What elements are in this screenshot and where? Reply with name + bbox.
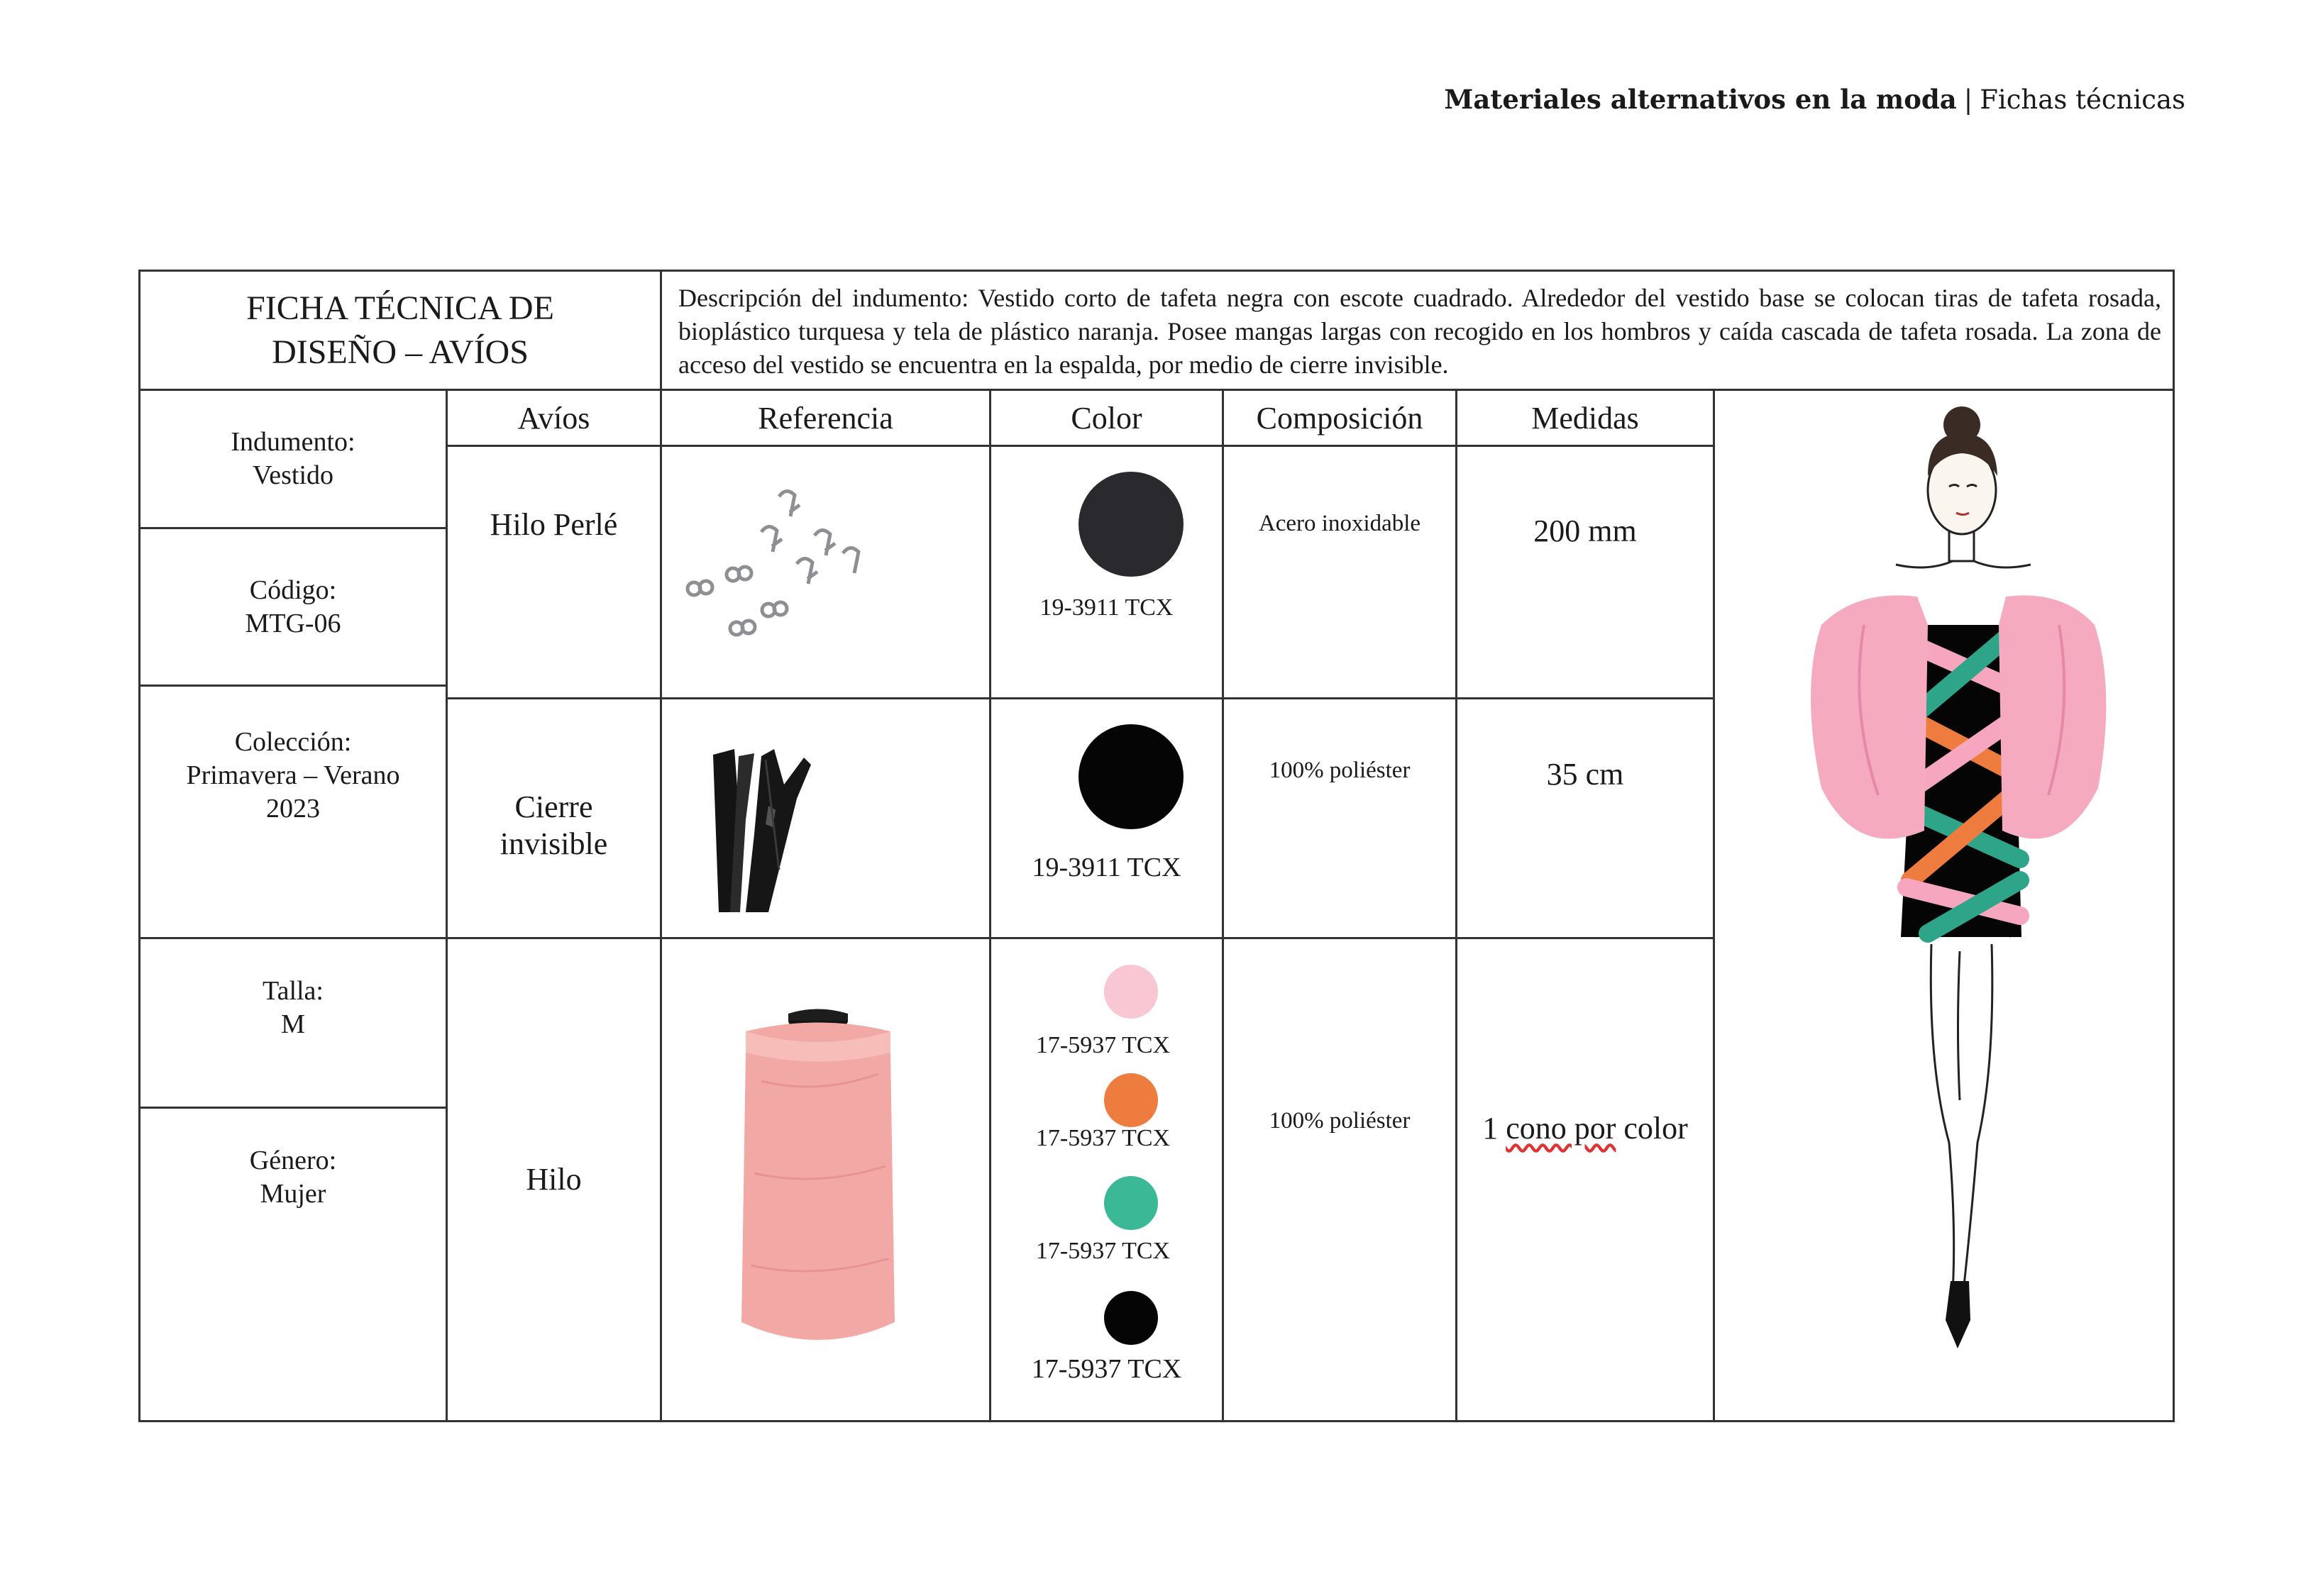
fashion-figure-illustration [1715, 391, 2173, 1420]
fashion-figure-icon [1715, 391, 2173, 1420]
color-code-row2: 19-3911 TCX [1032, 853, 1181, 882]
color-swatch-row3-black [1104, 1291, 1158, 1345]
thread-cone-icon [662, 939, 989, 1420]
medidas-row3-part2: cono por [1506, 1110, 1616, 1146]
talla-label: Talla: [263, 976, 324, 1006]
avio-hilo: Hilo [526, 1162, 582, 1197]
color-code-row3-black: 17-5937 TCX [1031, 1354, 1182, 1384]
color-code-row3-orange: 17-5937 TCX [1035, 1125, 1171, 1151]
zipper-icon [662, 699, 989, 937]
color-code-row3-pink: 17-5937 TCX [1035, 1032, 1171, 1058]
indumento-label: Indumento: [231, 427, 355, 457]
indumento-value: Vestido [253, 460, 333, 490]
column-header-medidas: Medidas [1531, 400, 1639, 436]
avio-hilo-perle: Hilo Perlé [490, 507, 618, 542]
avio-cierre-line1: Cierre [514, 789, 593, 824]
genero-label: Género: [249, 1146, 337, 1175]
info-talla [140, 939, 446, 1107]
coleccion-label: Colección: [234, 727, 352, 757]
avio-cierre-invisible [448, 699, 660, 937]
reference-zipper [662, 699, 989, 937]
talla-value: M [281, 1009, 305, 1039]
technical-sheet [138, 270, 2175, 1422]
info-codigo [140, 529, 446, 685]
medidas-row1: 200 mm [1533, 513, 1637, 548]
page-header [1444, 84, 2185, 115]
color-swatch-row3-orange [1104, 1073, 1158, 1127]
color-code-row3-turquoise: 17-5937 TCX [1035, 1238, 1171, 1264]
column-header-composicion: Composición [1256, 400, 1423, 436]
codigo-label: Código: [249, 575, 337, 605]
sheet-title-line2: DISEÑO – AVÍOS [272, 333, 529, 371]
reference-hook-eye [662, 447, 989, 697]
color-swatch-row1 [1078, 472, 1184, 577]
genero-value: Mujer [260, 1179, 326, 1209]
info-indumento [140, 391, 446, 527]
header-separator: | [1963, 84, 1973, 115]
info-coleccion [140, 687, 446, 836]
color-swatch-row3-turquoise [1104, 1176, 1158, 1230]
medidas-row3-part3: color [1616, 1110, 1688, 1146]
coleccion-value-1: Primavera – Verano [186, 760, 400, 790]
column-header-avios: Avíos [517, 400, 590, 436]
hook-eye-clasps-icon [662, 447, 989, 697]
sheet-title [140, 272, 660, 389]
composicion-row3: 100% poliéster [1269, 1107, 1411, 1134]
garment-description: Descripción del indumento: Vestido corto de tafeta negra con escote cuadrado. Alrededor del vestido base se colocan tiras de tafeta rosada, bioplástico turquesa y tela de plástico naranja. Posee mangas largas con recogido en los hombros y caída cascada de tafeta rosada. La zona de acceso del vestido se encuentra en la espalda, por medio de cierre invisible. [678, 284, 2161, 379]
grid-line [1222, 389, 1224, 1420]
composicion-row2: 100% poliéster [1269, 757, 1411, 783]
reference-thread-cone [662, 939, 989, 1420]
avio-cierre-line2: invisible [500, 826, 608, 861]
codigo-value: MTG-06 [245, 608, 341, 638]
composicion-row1: Acero inoxidable [1258, 510, 1421, 536]
header-section: Fichas técnicas [1980, 84, 2185, 115]
column-header-referencia: Referencia [758, 400, 893, 436]
grid-line [989, 389, 991, 1420]
column-header-color: Color [1071, 400, 1142, 436]
medidas-row3-part1: 1 [1482, 1110, 1506, 1146]
color-swatch-row2 [1078, 724, 1184, 829]
color-code-row1: 19-3911 TCX [1039, 594, 1174, 621]
header-title: Materiales alternativos en la moda [1444, 84, 1957, 115]
coleccion-value-2: 2023 [266, 794, 320, 824]
color-swatch-row3-pink [1104, 965, 1158, 1019]
sheet-title-line1: FICHA TÉCNICA DE [246, 289, 554, 327]
info-genero [140, 1109, 446, 1251]
medidas-row3 [1457, 1107, 1713, 1149]
medidas-row2: 35 cm [1546, 756, 1624, 792]
